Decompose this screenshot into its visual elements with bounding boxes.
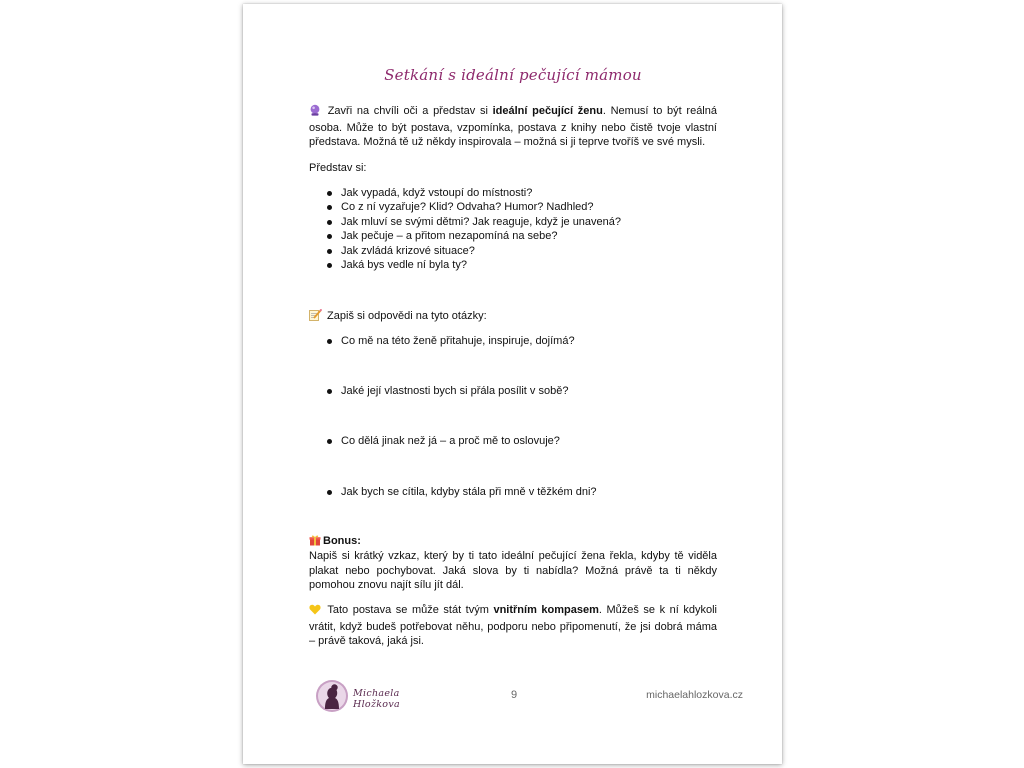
imagine-item: Jaká bys vedle ní byla ty?	[309, 258, 717, 272]
intro-text-end: . Nemusí to být reálná osoba. Může to být postava, vzpomínka, postava z knihy nebo čistě tvoje vlastní představa. Možná tě už někdy inspirovala – možná si ji teprve tvoříš ve své mysli.	[309, 105, 717, 149]
write-label-text: Zapiš si odpovědi na tyto otázky:	[324, 310, 487, 322]
closing-bold: vnitřním kompasem	[493, 604, 599, 616]
intro-paragraph	[309, 104, 717, 150]
imagine-item: Jak mluví se svými dětmi? Jak reaguje, když je unavená?	[309, 215, 717, 229]
imagine-label: Představ si:	[309, 162, 367, 174]
bonus-text: Napiš si krátký vzkaz, který by ti tato ideální pečující žena řekla, kdyby tě viděla plakat nebo pochybovat. Jaká slova by ti nabídla? Možná právě ta ti někdy pomohou znovu najít sílu jít dál.	[309, 550, 717, 592]
question-3	[309, 434, 717, 448]
footer-url: michaelahlozkova.cz	[646, 689, 743, 701]
imagine-item: Jak zvládá krizové situace?	[309, 244, 717, 258]
bonus-label: Bonus:	[323, 535, 361, 547]
imagine-item: Jak vypadá, když vstoupí do místnosti?	[309, 186, 717, 200]
closing-text-start: Tato postava se může stát tvým	[323, 604, 494, 616]
page-title: Setkání s ideální pečující mámou	[384, 66, 642, 84]
write-label	[309, 309, 717, 326]
page-number: 9	[510, 689, 518, 701]
question-item: Jak bych se cítila, kdyby stála při mně v těžkém dni?	[309, 485, 717, 499]
imagine-item: Co z ní vyzařuje? Klid? Odvaha? Humor? Nadhled?	[309, 200, 717, 214]
bonus-paragraph	[309, 549, 717, 593]
closing-text-end: . Můžeš se k ní kdykoli vrátit, když budeš potřebovat něhu, podporu nebo připomenutí, že jsi dobrá máma – právě taková, jaká jsi.	[309, 604, 718, 648]
imagine-item: Jak pečuje – a přitom nezapomíná na sebe?	[309, 229, 717, 243]
logo-silhouette-icon	[315, 679, 349, 713]
imagine-list	[309, 186, 717, 272]
question-item: Jaké její vlastnosti bych si přála posílit v sobě?	[309, 384, 717, 398]
intro-bold: ideální pečující ženu	[492, 105, 603, 117]
question-item: Co dělá jinak než já – a proč mě to oslovuje?	[309, 434, 717, 448]
memo-icon	[309, 309, 322, 326]
intro-text-start: Zavři na chvíli oči a představ si	[323, 105, 493, 117]
crystal-ball-icon	[309, 104, 321, 121]
document-page	[243, 4, 782, 764]
footer-logo	[315, 678, 447, 714]
closing-paragraph	[309, 603, 717, 649]
yellow-heart-icon	[309, 604, 321, 620]
question-1	[309, 334, 717, 348]
question-2	[309, 384, 717, 398]
question-4	[309, 485, 717, 499]
question-item: Co mě na této ženě přitahuje, inspiruje, dojímá?	[309, 334, 717, 348]
logo-text: Michaela Hložkova	[353, 688, 400, 710]
